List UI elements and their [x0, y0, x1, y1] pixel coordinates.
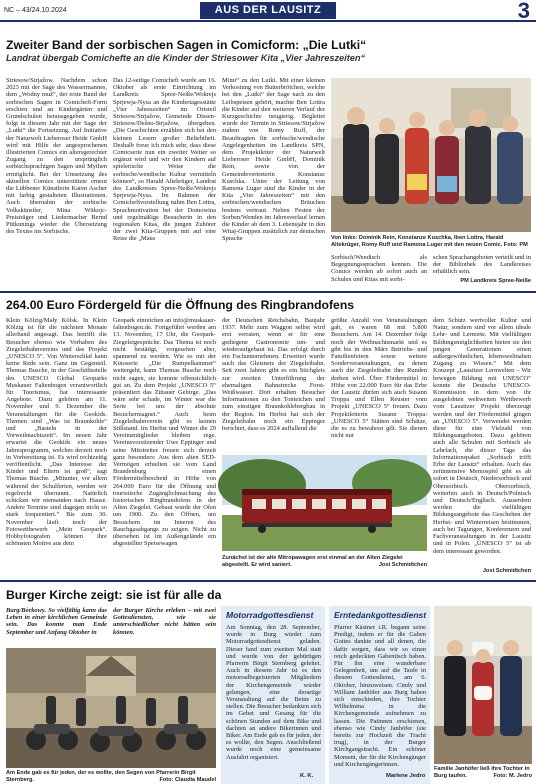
motorcycle-service-title: Motorradgottesdienst [226, 610, 314, 620]
article1-photo-caption: Von links: Dominik Rein, Konstanze Kuschka, Iben Lottra, Harald Altekrüger, Romy Ruff und Ramona Luger mit den neuen Comic. Foto: PM [331, 235, 528, 248]
wagon-photo [222, 455, 427, 551]
article1-credit: PM Landkreis Spree-Neiße [460, 278, 531, 284]
article2-text-4: größte Anzahl von Veranstaltungen gab, es waren 68 mit 5.800 Besuchern. Am 14. Dezember folgt noch der Weihnachtsmarkt und es gibt bis in den März Betriebs- und Familienfeiern sowie weitere Sonderveranstaltungen, zu denen auch die Ziegeleibahn ihre Runden drehen wird. Über Fördermittel in Höhe von 22.000 Euro für das Erbe der Lausitz dürfen sich auch Susann Troppa und Ellen Reuster vom Projekt „UNESCO 5“ freuen. Dazu Projektleiterin Susann Troppa: „UNESCO 5“ Stätten sind Schätze, die es zu bewahren gilt. Sie dienen nicht nur [331, 317, 427, 440]
article1-text-4: Sorbisch/Wendisch als Begegnungssprachen kennen. Die Comics werden ab sofort auch an Schulen und Kitas mit sorbi- [331, 254, 427, 283]
article2-credit: Jost Schmidtchen [482, 568, 531, 574]
baptism-photo [434, 606, 532, 764]
article3-caption-credit: Foto: Claudia Maudel [159, 776, 216, 783]
article1-column-5 [433, 254, 531, 278]
motorcycle-photo-illustration [6, 648, 216, 768]
article1-column-3 [222, 77, 325, 277]
article1-text-5: schen Sprachangeboten verteilt und in der Bibliothek des Landkreises erhältlich sein. [433, 254, 531, 276]
article3-intro-1 [6, 607, 107, 647]
harvest-service-title: Erntedankgottesdienst [334, 610, 427, 620]
article3-photo-caption [6, 770, 216, 783]
article3-caption-text: Am Ende gab es für jeden, der es wollte, den Segen von Pfarrerin Birgit Sternberg. [6, 770, 196, 783]
article3-side-caption [434, 766, 532, 779]
harvest-service-column [334, 624, 426, 770]
article2-photo-caption [222, 555, 427, 568]
section-title: AUS DER LAUSITZ [200, 2, 336, 19]
article1-column-4 [331, 254, 427, 283]
page-number: 3 [517, 0, 530, 23]
motorcycle-service-text: Am Sonntag, den 28. September, wurde in Burg wieder zum Motorradgottesdienst geladen. Dieser fand zum zweiten Mal statt und wurde von der gebürtigen Pfarrerin Birgit Sternberg geleitet. Auch in diesem Jahr ist es den motorradbegeisterten Mitgliedern der Kirchengemeinde wieder gelungen, eine derartige Veranstaltung auf die Beine zu stellen. Die Besucher bedankten sich im Gebet und Gesang für die schönen Stunden auf dem Bike und dachten an andere Bikerinnen und Biker. Am Ende gab es für jeden, der es wollte, den Segen. Anschließend wurde noch eine gemeinsame Ausfahrt organisiert. [226, 624, 321, 761]
motorcycle-service-column [226, 624, 321, 770]
article3-side-caption-text: Familie Janhöfer ließ ihre Tochter in Burg taufen. [434, 766, 530, 779]
article2-column-1 [6, 317, 107, 575]
group-photo-illustration [331, 78, 531, 232]
article2-text-3: der Deutschen Reichsbahn, Baujahr 1937. Mehr zum Waggon selbst wird erst verraten, wenn er für eine gediegene Gastronomie um- und wiederaufgebaut ist. Das erfolgt durch ein Fachunternehmen. Erweitert wurde auch das Gleisnetz der Ziegeleibahn. Seit zwei Jahren gibt es ein Stichgleis zur zweiten Unterführung der ehemaligen Bahnstrecke Forst-Weißwasser. Dort erhalten Besucher Informationen zu den Tonteichen und zum einstigen Braunkohlebergbau in der Region. Im Herbst hat sich der Ziegeleibahn noch ein Eppinger berichtet, dass es 2024 auffallend die [222, 317, 325, 433]
baptism-photo-illustration [434, 606, 532, 764]
article3-headline: Burger Kirche zeigt: sie ist für alle da [6, 588, 222, 602]
article3-side-credit: Foto: M. Jedro [493, 772, 532, 779]
article2-caption-text: Zunächst ist der alte Mitropawagen erst einmal an der Alten Ziegelei abgestellt. Er wird saniert. [222, 555, 403, 568]
article2-text-1: Klein Kölzig/Mały Kólsk. In Klein Kölzig ist für die nächsten Monate allerhand angesagt. Das betrifft die Besucher ebenso wie Vorhaben des Ziegeleibahnvereins und das Projekt „UNESCO 5“. Von Winterschlaf kann keine Rede sein. Ganz im Gegenteil. Thomas Busche, in der Geschäftsstelle des UNESCO Global Geoparks Muskauer Faltenbogen verantwortlich für Tourismus, hat interessante Angebote. Dazu gehören am 11. November und 9. Dezember die Veranstaltungen für die Geokids. Themen sind „Was ist Braunkohle“ und „Basteln in der Vorweihnachtszeit“. Im neuen Jahr erwartet die Geokids ein neues Jahresprogramm, welches derzeit noch in Vorbereitung ist. Es wird rechtzeitig veröffentlicht. „Das Interesse der Kinder und Eltern ist groß“, sagt Thomas Busche. „Mitunter, vor allem während der Schulferien, werden wir regelrecht überrannt. Natürlich schicken wir niemanden nach Hause. Andere Termine sind dagegen nicht so stark frequentiert.“ Bis zum 30. November läuft noch der Fotowettbewerb „Mein Geopark“. Hobbyfotografen können ihre schönsten Motive aus dem [6, 317, 107, 548]
article1-subhead: Landrat übergab Comichefte an die Kinder der Striesower Kita „Vier Jahreszeiten“ [6, 53, 366, 63]
page-masthead [0, 0, 536, 22]
motorcycle-photo [6, 648, 216, 768]
article1-text-1: Striesow/Strjažow. Nachdem schon 2023 mit der Sage des Wassermannes, dem „Wodny muž“, der erste Band der sorbischen Sagen in Comicheft-Form erschien und an Kindergärten und Grundschulen herausgegeben wurde, folgt in diesem Jahr mit der Sage der „Lutki“ die Fortsetzung. Auf Initiative der Naturwelt Lieberoser Heide GmbH wird mit Hilfe der angesprochenen illustrierten Comics ein altersgerechter Zugang zu den ursprünglich sorbischsprachigen Sagen und Mythen ermöglicht. Bei der Umsetzung des aktuellen Comics unterstützte erneut die Lübbener Künstlerin Karen Ascher mit farbig gestalteten Illustrationen. Auch übernahm der sorbische Volkskünstler, Mina Witkojc-Preisträger und Liedermacher Bernd Pittkunings wieder die Übersetzung des Textes ins Sorbische. [6, 77, 107, 236]
article2-column-5 [433, 317, 531, 567]
issue-label: NC – 43/24.10.2024 [4, 7, 67, 14]
group-photo [331, 78, 531, 232]
harvest-service-text: Pfarrer Kästner i.R. begann seine Predigt, indem er für die Gaben Gottes dankte und all denen, die dafür sorgen, dass wir so einen reich gedeckten Gabentisch haben. Für ihn eine wunderbare Gelegenheit, um auf die Taufe in diesem Gottesdienst, am 6. Oktober, hinzuweisen. Cindy und William Janhöfer aus Burg haben sich entschieden, ihre Tochter Wilhelmina in die Kirchengemeinde aufnehmen zu lassen. Die Patinnen erschienen, ebenso wie Cindy Janhöfer (sie bereits zur Hochzeit die Tracht trug), in der Burger Kirchgangstracht. Ein schöner Moment, der für die Kirchengänger und Kirchengängerinnen. [334, 624, 426, 768]
article2-column-2 [113, 317, 216, 575]
article1-text-2: Das 12-seitige Comicheft wurde am 16. Oktober als erste Einrichtung im Landkreis Spree-Neiße/Wokrejs Sprjewja-Nysa an die Kindertagesstätte „Vier Jahreszeiten“ im Ortsteil Striesow/Strjažow, Gemeinde Dissen-Striesow/Dešno-Strjažow, übergeben. „Die Geschichten erzählen sich bei den kleinen Lesern großer Beliebtheit. Deshalb freue ich mich sehr, dass diese Comicserie nun ein zweiter Weiter so ergänzt wird und wir den Kindern auf spielerische Weise die sorbische/wendische Kultur vermitteln können“, so Harald Altekrüger, Landrat des Landkreises Spree-Neiße/Wokrejs Sprjewja-Nysa. Im Rahmen der Comicheftvorstellung nahm Ben Lottra, Sprachmotivation bei der Domowina und regelmäßige Besucherin in den regionalen Kitas, die jungen Zuhörer der zwei Kita-Gruppen mit auf eine Reise die „Maus [113, 77, 216, 243]
article2-caption-credit: Jost Schmidtchen [378, 561, 427, 568]
article3-intro-2 [113, 607, 216, 647]
article1-column-1 [6, 77, 107, 277]
article2-text-5: dem Schutz wertvoller Kultur und Natur, sondern sind vor allem ideale Lehr- und Lernorte. Mit vielfältigen Bildungsmöglichkeiten bieten sie den jungen Generationen einen außergewöhnlichen, lebensweltnahen Zugang zu Wissen.“ Mit dem Konzept „Lausitzer Lernwelten – Wir bewegen Bildung mit UNESCO“ konnte die Deutsche UNESCO-Kommission in dem von ihr ausgelobten weltweiten Wettbewerb vom Lausitzer Projekt überzeugt werden und der Fördermittel gingen an „UNESCO 5“. Verwendet werden diese für eine Vielzahl von Bildungsangeboten. Dazu gehören auch alle Schulen mit Sorbisch als Lehrfach, die dieser Tage das Informationspaket „Sorbisch trifft Erbe der Lausitz“ erhalten. Auch das zeitintensive Memospiel gibt es ab sofort in Deutsch, Niedersorbisch und Obersorbisch. Obersorbisch, weiterhin auch in Deutsch/Polnisch und Deutsch/Englisch. Ausserdem werden die vielfältigen Bildungsangebote das Geschehen der Herbst- und Winterreisen bestimmen, auch bei Tagungen, Konferenzen und Fachveranstaltungen in der Lausitz und in Polen. „UNESCO 5“ ist ab dem interessant geworden. [433, 317, 531, 555]
article2-column-4 [331, 317, 427, 449]
section-divider-1 [0, 291, 536, 293]
section-divider-2 [0, 580, 536, 582]
article2-text-2: Geopark einreichen an info@muskauer-faltenbogen.de. Fortgeführt werden am 13. November, 17 Uhr, die Geopark-Ziegeleigespräche. Das Thema ist noch nicht bestätigt, vorgesehen aber, spannend zu werden. Wie es mit der Kinoserie „Die Rumpelkammer“ weitergeht, kann Thomas Busche noch nicht sagen, sie komme offensichtlich gut an. Zu dem Projekt „UNESCO 5“ präsentiert das Zittauer Gebirge. „Das wäre sehr schade, im Winter war die Serie bei uns der absolute Besuchermagnet.“ Auch beim Ziegeleibahnverein gibt es keinen Stillstand. Im Herbst und Winter die 29 Vereinsmitglieder bleiben rege. Vereinsvorsitzender Uwe Eppinger und seine Mitstreiter freuen sich derzeit ganz besonders: Aus dem alten SED-Vermögen erhielten sie vom Land Brandenburg einen Fördermittelbescheid in Höhe von 264.000 Euro für die Öffnung und touristische Zugänglichmachung des historischen Ringbrandofens in der Alten Ziegelei. Gebaut wurde der Ofen um 1900. Zu den Öffnen, um Besuchern im Inneren des Rauchgasabgangs zu zeigen. Nicht zu übersehen ist im Außengelände ein abgestellter Speisewagen [113, 317, 216, 548]
harvest-service-author: Marlene Jedro [386, 773, 426, 779]
article1-column-2 [113, 77, 216, 277]
article3-intro-text-1: Burg/Bórkowy. So vielfältig kann das Leben in einer kirchlichen Gemeinde sein. Das konnte man Ende September und Anfang Oktober in [6, 607, 107, 636]
article3-intro-text-2: der Burger Kirche erleben – mit zwei Gottesdiensten, wie sie unterschiedlicher nicht hätten sein können. [113, 607, 216, 636]
article2-headline: 264.00 Euro Fördergeld für die Öffnung des Ringbrandofens [6, 298, 355, 312]
article2-column-3 [222, 317, 325, 449]
article1-headline: Zweiter Band der sorbischen Sagen in Comicform: „Die Lutki“ [6, 38, 367, 52]
wagon-photo-illustration [222, 455, 427, 551]
motorcycle-service-author: K. K. [300, 773, 314, 779]
article1-text-3: Mimi“ zu den Lutki. Mit einer kleinen Verkostung von Butterbrötchen, welche bei den „Lutki“ der Sage nach zu den Leibspeisen gehört, machte Ben Lottra die Kinder auf den weiteren Verlauf der Kurzgeschichte neugierig. Begleitet wurde der Termin in Striesow/Strjažow zudem von Romy Ruff, der Beauftragten für sorbische/wendische Angelegenheiten im Landkreis SPN, dem Projektleiter der Naturwelt Lieberoser Heide GmbH, Dominik Rein, sowie von der Gemeindevertreterin Konstanze Kuschka. Unter der Leitung von Ramona Luger sind die Kinder in der Kita „Vier Jahreszeiten“ mit den sorbischen/wendischen Bräuchen bestens vertraut. Neben Festen der Sorben/Wenden im Jahresverlauf lernen die Kinder ab dem 3. Lebensjahr in den Witaj-Gruppen zusätzlich zur deutschen Sprache [222, 77, 325, 243]
